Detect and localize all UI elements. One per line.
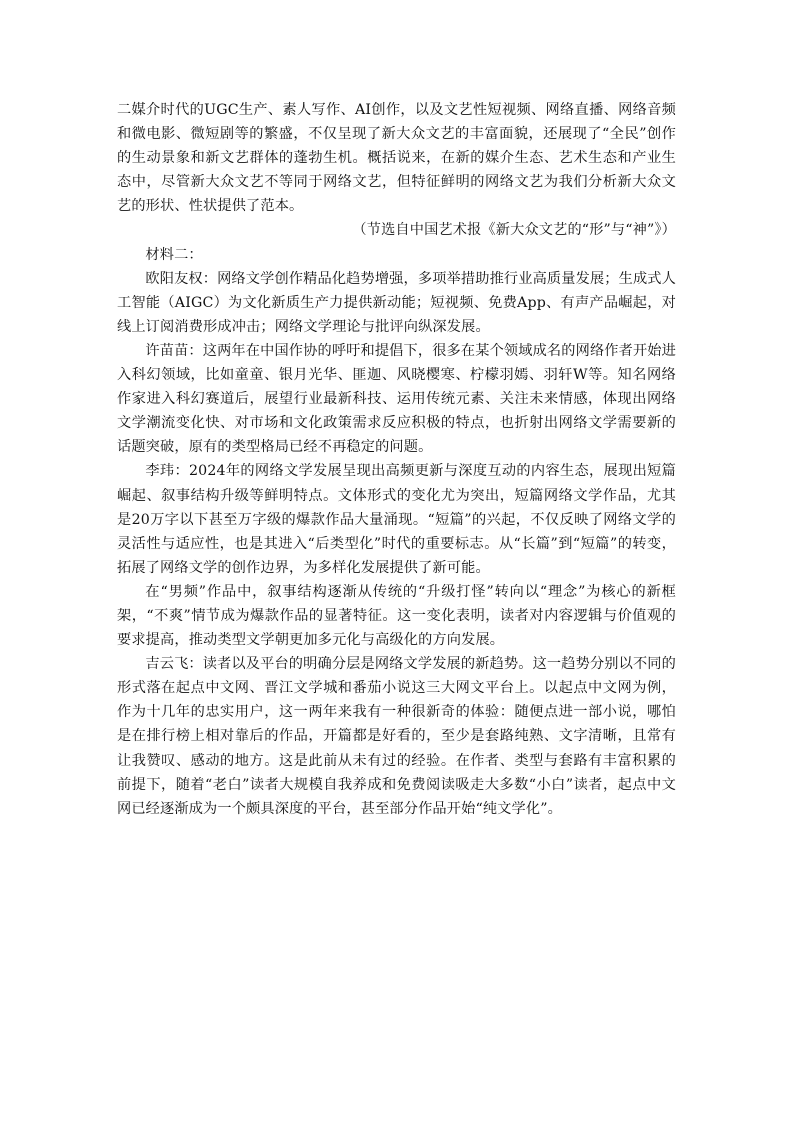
paragraph-ji-yunfei: 吉云飞：读者以及平台的明确分层是网络文学发展的新趋势。这一趋势分别以不同的形式落在起点中文网、晋江文学城和番茄小说这三大网文平台上。以起点中文网为例，作为十几年的忠实用户，这一两年来我有一种很新奇的体验：随便点进一部小说，哪怕是在排行榜上相对靠后的作品，开篇都是好看的，至少是套路纯熟、文字清晰，且常有让我赞叹、感动的地方。这是此前从未有过的经验。在作者、类型与套路有丰富积累的前提下，随着“老白”读者大规模自我养成和免费阅读吸走大多数“小白”读者，起点中文网已经逐渐成为一个颇具深度的平台，甚至部分作品开始“纯文学化”。 — [117, 656, 676, 817]
paragraph-ouyang-youquan: 欧阳友权：网络文学创作精品化趋势增强，多项举措助推行业高质量发展；生成式人工智能（AIGC）为文化新质生产力提供新动能；短视频、免费App、有声产品崛起，对线上订阅消费形成冲击；网络文学理论与批评向纵深发展。 — [117, 270, 676, 335]
paragraph-male-channel: 在“男频”作品中，叙事结构逐渐从传统的“升级打怪”转向以“理念”为核心的新框架，“不爽”情节成为爆款作品的显著特征。这一变化表明，读者对内容逻辑与价值观的要求提高，推动类型文学朝更加多元化与高级化的方向发展。 — [117, 583, 676, 649]
source-citation: （节选自中国艺术报《新大众文艺的“形”与“神”》） — [352, 222, 676, 239]
paragraph-material-1-ending: 二媒介时代的UGC生产、素人写作、AI创作，以及文艺性短视频、网络直播、网络音频和微电影、微短剧等的繁盛，不仅呈现了新大众文艺的丰富面貌，还展现了“全民”创作的生动景象和新文艺群体的蓬勃生机。概括说来，在新的媒介生态、艺术生态和产业生态中，尽管新大众文艺不等同于网络文艺，但特征鲜明的网络文艺为我们分析新大众文艺的形状、性状提供了范本。 — [117, 102, 676, 215]
document-page — [117, 98, 676, 821]
paragraph-xu-miaomiao: 许苗苗：这两年在中国作协的呼吁和提倡下，很多在某个领域成名的网络作者开始进入科幻领域，比如童童、银月光华、匪迦、风晓樱寒、柠檬羽嫣、羽轩W等。知名网络作家进入科幻赛道后，展望行业最新科技、运用传统元素、关注未来情感，体现出网络文学潮流变化快、对市场和文化政策需求反应积极的特点，也折射出网络文学需要新的话题突破，原有的类型格局已经不再稳定的问题。 — [117, 342, 676, 456]
paragraph-li-wei: 李玮：2024年的网络文学发展呈现出高频更新与深度互动的内容生态，展现出短篇崛起、叙事结构升级等鲜明特点。文体形式的变化尤为突出，短篇网络文学作品，尤其是20万字以下甚至万字级的爆款作品大量涌现。“短篇”的兴起，不仅反映了网络文学的灵活性与适应性，也是其进入“后类型化”时代的重要标志。从“长篇”到“短篇”的转变，拓展了网络文学的创作边界，为多样化发展提供了新可能。 — [117, 463, 676, 576]
heading-material-2: 材料二： — [145, 246, 203, 263]
